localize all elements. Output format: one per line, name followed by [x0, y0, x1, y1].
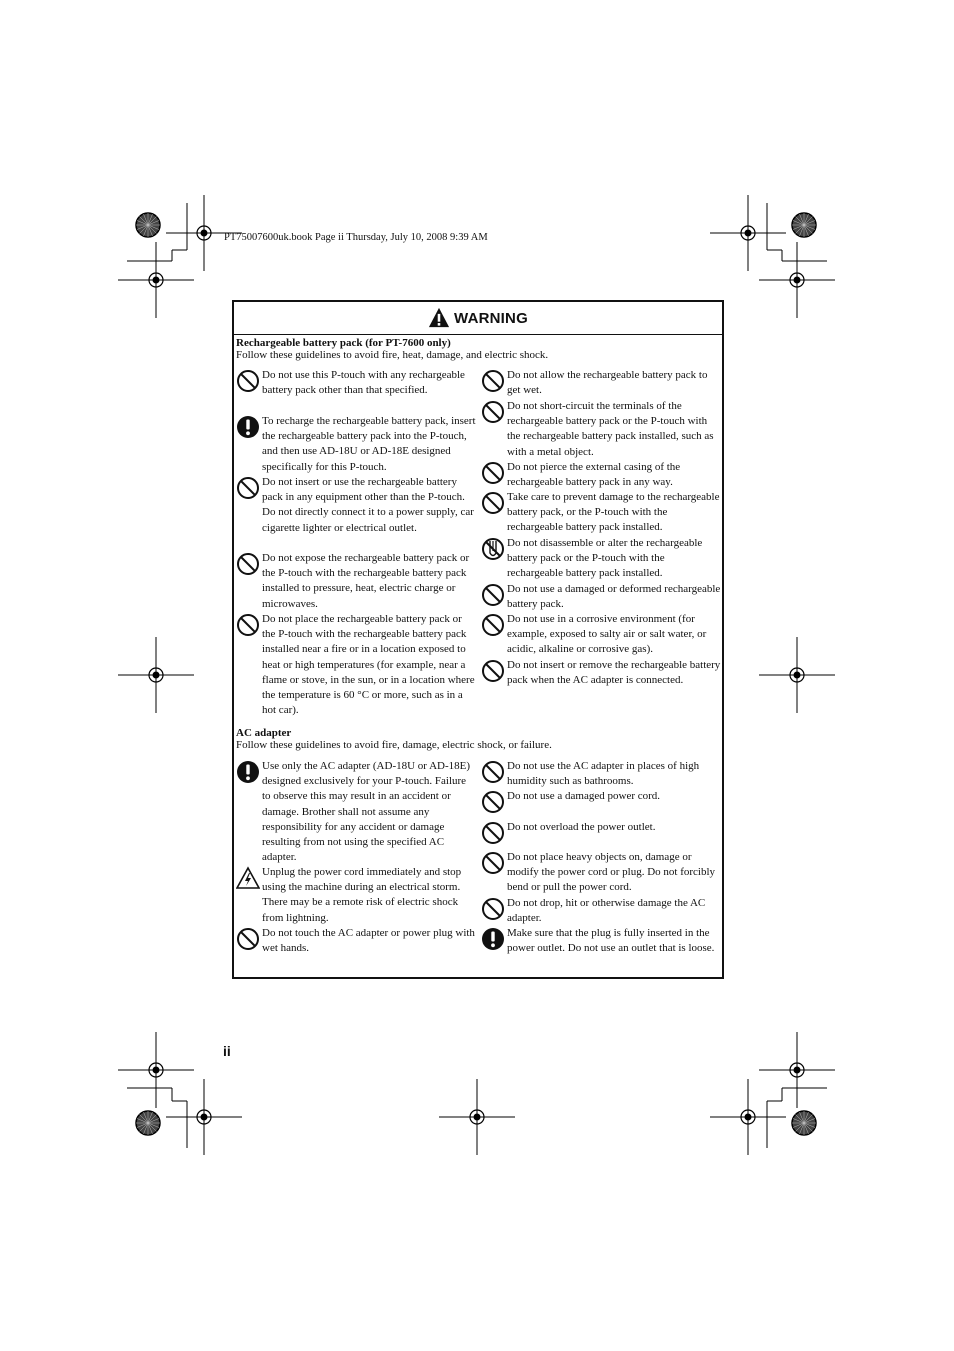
prohibited-icon — [481, 821, 505, 845]
warning-item-text: Do not place heavy objects on, damage or modify the power cord or plug. Do not forcibly bend or pull the power cord. — [507, 851, 716, 894]
prohibited-icon — [481, 897, 505, 921]
page-number: ii — [223, 1043, 231, 1059]
warning-item-text: Do not pierce the external casing of the rechargeable battery pack in any way. — [507, 461, 681, 489]
warning-item-text: Use only the AC adapter (AD-18U or AD-18E) designed exclusively for your P-touch. Failure to observe this may result in an accident or damage. Brother shall not assume any responsibility for any accident or damage resulting from not using the specified AC adapter. — [262, 760, 471, 864]
prohibited-icon — [481, 760, 505, 784]
warning-item-text: Do not overload the power outlet. — [507, 821, 656, 833]
warning-item-text: To recharge the rechargeable battery pack, insert the rechargeable battery pack into the P-touch, and then use AD-18U or AD-18E designed specifically for this P-touch. — [262, 415, 476, 473]
warning-item-text: Do not place the rechargeable battery pack or the P-touch with the rechargeable battery pack installed near a fire or in a location exposed to heat or high temperatures (for example, near a flame or stove, in the sun, or in a location where the temperature is 60 °C or more, such as in a hot car). — [262, 613, 475, 717]
warning-item-text: Do not touch the AC adapter or power plug with wet hands. — [262, 927, 475, 955]
warning-item-text: Do not expose the rechargeable battery pack or the P-touch with the rechargeable battery pack installed to pressure, heat, electric charge or microwaves. — [262, 552, 470, 610]
warning-item-text: Do not allow the rechargeable battery pack to get wet. — [507, 369, 708, 397]
no-disassembly-icon — [481, 537, 505, 561]
adapter-section-description: Follow these guidelines to avoid fire, damage, electric shock, or failure. — [236, 739, 552, 751]
warning-item-text: Take care to prevent damage to the rechargeable battery pack, or the P-touch with the rechargeable battery pack installed. — [507, 491, 720, 534]
prohibited-icon — [481, 583, 505, 607]
prohibited-icon — [481, 491, 505, 515]
warning-item-text: Do not disassemble or alter the rechargeable battery pack or the P-touch with the rechargeable battery pack installed. — [507, 537, 703, 580]
battery-section-description: Follow these guidelines to avoid fire, heat, damage, and electric shock. — [236, 349, 549, 361]
warning-item-text: Do not drop, hit or otherwise damage the AC adapter. — [507, 897, 706, 925]
warning-item-text: Do not short-circuit the terminals of the rechargeable battery pack or the P-touch with the rechargeable battery pack installed, such as with a metal object. — [507, 400, 714, 458]
warning-item-text: Do not use a damaged power cord. — [507, 790, 661, 802]
prohibited-icon — [481, 851, 505, 875]
warning-item-text: Make sure that the plug is fully inserted in the power outlet. Do not use an outlet that is loose. — [507, 927, 715, 955]
electric-shock-icon — [236, 866, 260, 890]
adapter-section-title: AC adapter — [236, 727, 292, 739]
prohibited-icon — [481, 613, 505, 637]
prohibited-icon — [236, 927, 260, 951]
warning-item-text: Do not use in a corrosive environment (for example, exposed to salty air or salt water, or acidic, alkaline or corrosive gas). — [507, 613, 707, 656]
warning-item-text: Do not use this P-touch with any rechargeable battery pack other than that specified. — [262, 369, 465, 397]
prohibited-icon — [236, 369, 260, 393]
mandatory-icon — [481, 927, 505, 951]
battery-section-title: Rechargeable battery pack (for PT-7600 only) — [236, 337, 451, 349]
prohibited-icon — [481, 369, 505, 393]
prohibited-icon — [236, 552, 260, 576]
warning-item-text: Unplug the power cord immediately and stop using the machine during an electrical storm. There may be a remote risk of electric shock from lightning. — [262, 866, 462, 924]
warning-item-text: Do not use a damaged or deformed rechargeable battery pack. — [507, 583, 721, 611]
warning-triangle-icon — [428, 307, 450, 329]
book-header-line: PT75007600uk.book Page ii Thursday, July 10, 2008 9:39 AM — [224, 232, 488, 243]
warning-box — [232, 300, 724, 979]
mandatory-icon — [236, 760, 260, 784]
prohibited-icon — [236, 476, 260, 500]
prohibited-icon — [481, 461, 505, 485]
prohibited-icon — [481, 790, 505, 814]
prohibited-icon — [481, 400, 505, 424]
warning-item-text: Do not insert or remove the rechargeable battery pack when the AC adapter is connected. — [507, 659, 721, 687]
warning-header — [234, 302, 722, 335]
mandatory-icon — [236, 415, 260, 439]
prohibited-icon — [481, 659, 505, 683]
warning-item-text: Do not insert or use the rechargeable battery pack in any equipment other than the P-touch. Do not directly connect it to a power supply, car cigarette lighter or electrical outlet. — [262, 476, 474, 534]
warning-item-text: Do not use the AC adapter in places of high humidity such as bathrooms. — [507, 760, 700, 788]
prohibited-icon — [236, 613, 260, 637]
warning-title: WARNING — [454, 309, 528, 327]
